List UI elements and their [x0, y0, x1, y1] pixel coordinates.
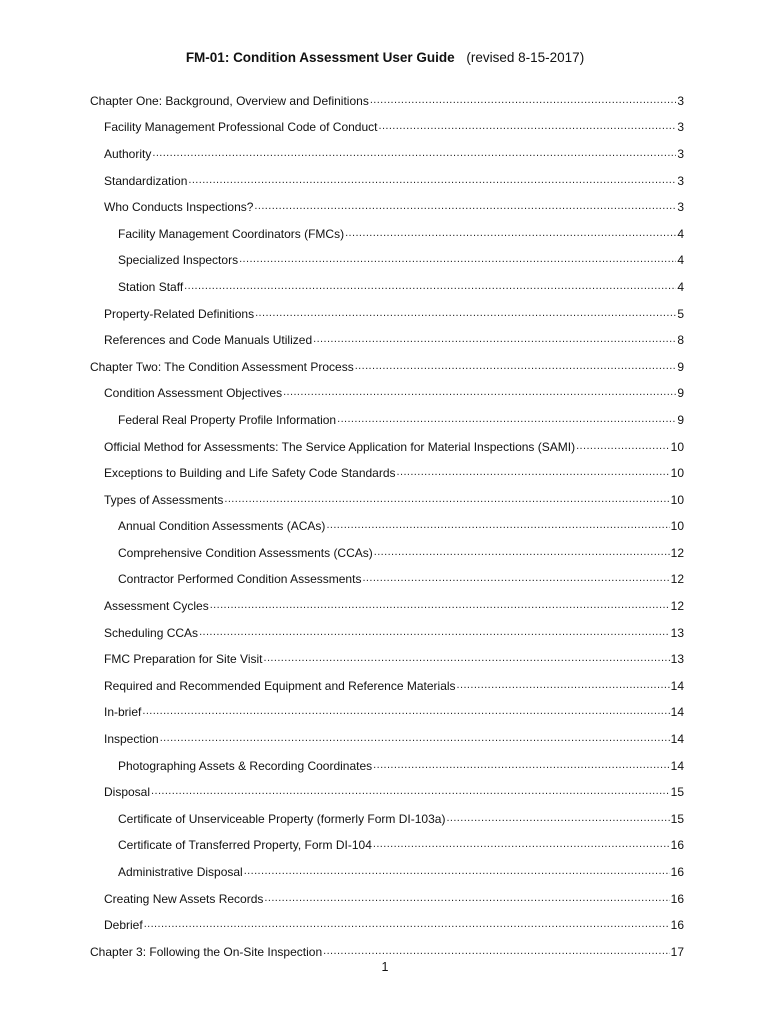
page-number: 1	[381, 960, 389, 974]
toc-entry-page: 12	[670, 545, 684, 560]
toc-entry-title: Facility Management Professional Code of Conduct	[104, 120, 378, 135]
toc-entry[interactable]	[0, 513, 770, 540]
toc-entry[interactable]	[0, 300, 770, 327]
toc-entry-title: Chapter Two: The Condition Assessment Process	[90, 359, 354, 374]
toc-entry-page: 9	[677, 412, 684, 427]
toc-dot-leader	[224, 492, 669, 504]
toc-entry-title: Certificate of Unserviceable Property (formerly Form DI-103a)	[118, 811, 446, 826]
toc-entry[interactable]	[0, 725, 770, 752]
toc-dot-leader	[326, 518, 669, 530]
toc-entry[interactable]	[0, 911, 770, 938]
toc-dot-leader	[160, 731, 670, 743]
toc-entry-page: 10	[670, 492, 684, 507]
toc-entry[interactable]	[0, 380, 770, 407]
toc-entry-page: 9	[677, 359, 684, 374]
toc-entry-title: Types of Assessments	[104, 492, 224, 507]
document-title	[0, 50, 770, 65]
toc-entry-title: Scheduling CCAs	[104, 625, 199, 640]
toc-entry-title: Condition Assessment Objectives	[104, 386, 283, 401]
toc-dot-leader	[254, 199, 676, 211]
toc-entry-page: 4	[677, 253, 684, 268]
toc-entry-page: 16	[670, 865, 684, 880]
toc-entry-page: 12	[670, 572, 684, 587]
toc-entry[interactable]	[0, 778, 770, 805]
toc-entry[interactable]	[0, 220, 770, 247]
toc-entry[interactable]	[0, 193, 770, 220]
toc-dot-leader	[313, 332, 676, 344]
toc-dot-leader	[457, 678, 670, 690]
toc-entry-title: In-brief	[104, 705, 142, 720]
toc-entry-page: 10	[670, 466, 684, 481]
table-of-contents	[0, 87, 770, 965]
toc-entry-page: 3	[677, 200, 684, 215]
toc-entry[interactable]	[0, 832, 770, 859]
toc-dot-leader	[337, 412, 676, 424]
toc-entry-title: Standardization	[104, 173, 188, 188]
toc-entry-title: Station Staff	[118, 279, 184, 294]
toc-dot-leader	[378, 119, 676, 131]
toc-dot-leader	[239, 252, 676, 264]
toc-entry-page: 16	[670, 838, 684, 853]
toc-entry[interactable]	[0, 247, 770, 274]
toc-dot-leader	[283, 385, 676, 397]
toc-entry[interactable]	[0, 645, 770, 672]
toc-entry-page: 16	[670, 918, 684, 933]
toc-entry-title: Facility Management Coordinators (FMCs)	[118, 226, 345, 241]
toc-entry[interactable]	[0, 486, 770, 513]
toc-entry-title: Creating New Assets Records	[104, 891, 264, 906]
toc-entry-title: Administrative Disposal	[118, 865, 243, 880]
title-revision: (revised 8-15-2017)	[466, 50, 585, 65]
toc-dot-leader	[446, 811, 669, 823]
toc-entry[interactable]	[0, 326, 770, 353]
toc-entry-page: 17	[670, 944, 684, 959]
toc-dot-leader	[144, 917, 670, 929]
toc-entry-page: 13	[670, 625, 684, 640]
toc-entry[interactable]	[0, 140, 770, 167]
toc-entry-page: 14	[670, 758, 684, 773]
toc-entry-page: 15	[670, 811, 684, 826]
toc-entry[interactable]	[0, 592, 770, 619]
toc-entry[interactable]	[0, 353, 770, 380]
toc-entry-page: 12	[670, 599, 684, 614]
toc-entry-page: 10	[670, 519, 684, 534]
toc-entry-title: Inspection	[104, 732, 159, 747]
toc-dot-leader	[244, 864, 670, 876]
toc-dot-leader	[199, 625, 670, 637]
toc-dot-leader	[188, 173, 676, 185]
toc-entry-title: Disposal	[104, 785, 151, 800]
toc-dot-leader	[576, 439, 670, 451]
toc-entry-page: 10	[670, 439, 684, 454]
toc-entry[interactable]	[0, 699, 770, 726]
toc-entry-title: Chapter 3: Following the On-Site Inspection	[90, 944, 323, 959]
toc-entry-page: 16	[670, 891, 684, 906]
toc-entry-page: 14	[670, 705, 684, 720]
toc-dot-leader	[264, 891, 669, 903]
toc-entry[interactable]	[0, 619, 770, 646]
toc-entry-title: Authority	[104, 146, 152, 161]
toc-dot-leader	[397, 465, 670, 477]
toc-entry-title: Photographing Assets & Recording Coordinates	[118, 758, 373, 773]
toc-entry[interactable]	[0, 539, 770, 566]
toc-entry[interactable]	[0, 566, 770, 593]
toc-entry-title: Certificate of Transferred Property, Form DI-104	[118, 838, 372, 853]
toc-entry-page: 15	[670, 785, 684, 800]
toc-dot-leader	[374, 545, 670, 557]
toc-dot-leader	[152, 146, 676, 158]
toc-entry[interactable]	[0, 805, 770, 832]
toc-entry-page: 8	[677, 333, 684, 348]
toc-entry-title: Required and Recommended Equipment and Reference Materials	[104, 678, 456, 693]
toc-entry-page: 4	[677, 226, 684, 241]
toc-entry-page: 3	[677, 146, 684, 161]
toc-entry-title: References and Code Manuals Utilized	[104, 333, 313, 348]
toc-entry-page: 4	[677, 279, 684, 294]
toc-entry-title: Assessment Cycles	[104, 599, 209, 614]
toc-entry-page: 14	[670, 678, 684, 693]
toc-dot-leader	[362, 571, 669, 583]
toc-entry-title: Comprehensive Condition Assessments (CCAs)	[118, 545, 373, 560]
toc-entry-page: 3	[677, 93, 684, 108]
toc-entry-title: Debrief	[104, 918, 143, 933]
toc-entry-title: Contractor Performed Condition Assessments	[118, 572, 362, 587]
toc-entry-page: 13	[670, 652, 684, 667]
toc-entry-page: 14	[670, 732, 684, 747]
toc-dot-leader	[370, 93, 677, 105]
toc-entry[interactable]	[0, 672, 770, 699]
toc-dot-leader	[151, 784, 670, 796]
toc-dot-leader	[373, 837, 670, 849]
toc-dot-leader	[323, 944, 670, 956]
toc-entry-page: 5	[677, 306, 684, 321]
toc-entry-title: FMC Preparation for Site Visit	[104, 652, 263, 667]
toc-entry-title: Exceptions to Building and Life Safety Code Standards	[104, 466, 396, 481]
toc-entry[interactable]	[0, 273, 770, 300]
toc-entry-page: 3	[677, 173, 684, 188]
toc-dot-leader	[255, 306, 676, 318]
toc-entry[interactable]	[0, 433, 770, 460]
toc-dot-leader	[142, 704, 669, 716]
toc-entry-title: Who Conducts Inspections?	[104, 200, 254, 215]
toc-entry-title: Chapter One: Background, Overview and Definitions	[90, 93, 369, 108]
toc-entry-title: Specialized Inspectors	[118, 253, 239, 268]
toc-entry[interactable]	[0, 885, 770, 912]
toc-dot-leader	[184, 279, 676, 291]
toc-dot-leader	[345, 226, 676, 238]
toc-entry[interactable]	[0, 87, 770, 114]
toc-entry-page: 9	[677, 386, 684, 401]
toc-dot-leader	[355, 359, 677, 371]
toc-entry-title: Federal Real Property Profile Information	[118, 412, 337, 427]
toc-dot-leader	[264, 651, 670, 663]
toc-entry[interactable]	[0, 858, 770, 885]
toc-entry[interactable]	[0, 167, 770, 194]
toc-entry-page: 3	[677, 120, 684, 135]
toc-entry[interactable]	[0, 406, 770, 433]
toc-entry[interactable]	[0, 114, 770, 141]
toc-entry-title: Annual Condition Assessments (ACAs)	[118, 519, 326, 534]
toc-entry-title: Property-Related Definitions	[104, 306, 255, 321]
toc-dot-leader	[210, 598, 670, 610]
toc-entry-title: Official Method for Assessments: The Service Application for Material Inspections (SAMI)	[104, 439, 576, 454]
toc-dot-leader	[373, 758, 669, 770]
toc-entry[interactable]	[0, 459, 770, 486]
title-main: FM-01: Condition Assessment User Guide	[185, 50, 455, 65]
toc-entry[interactable]	[0, 752, 770, 779]
